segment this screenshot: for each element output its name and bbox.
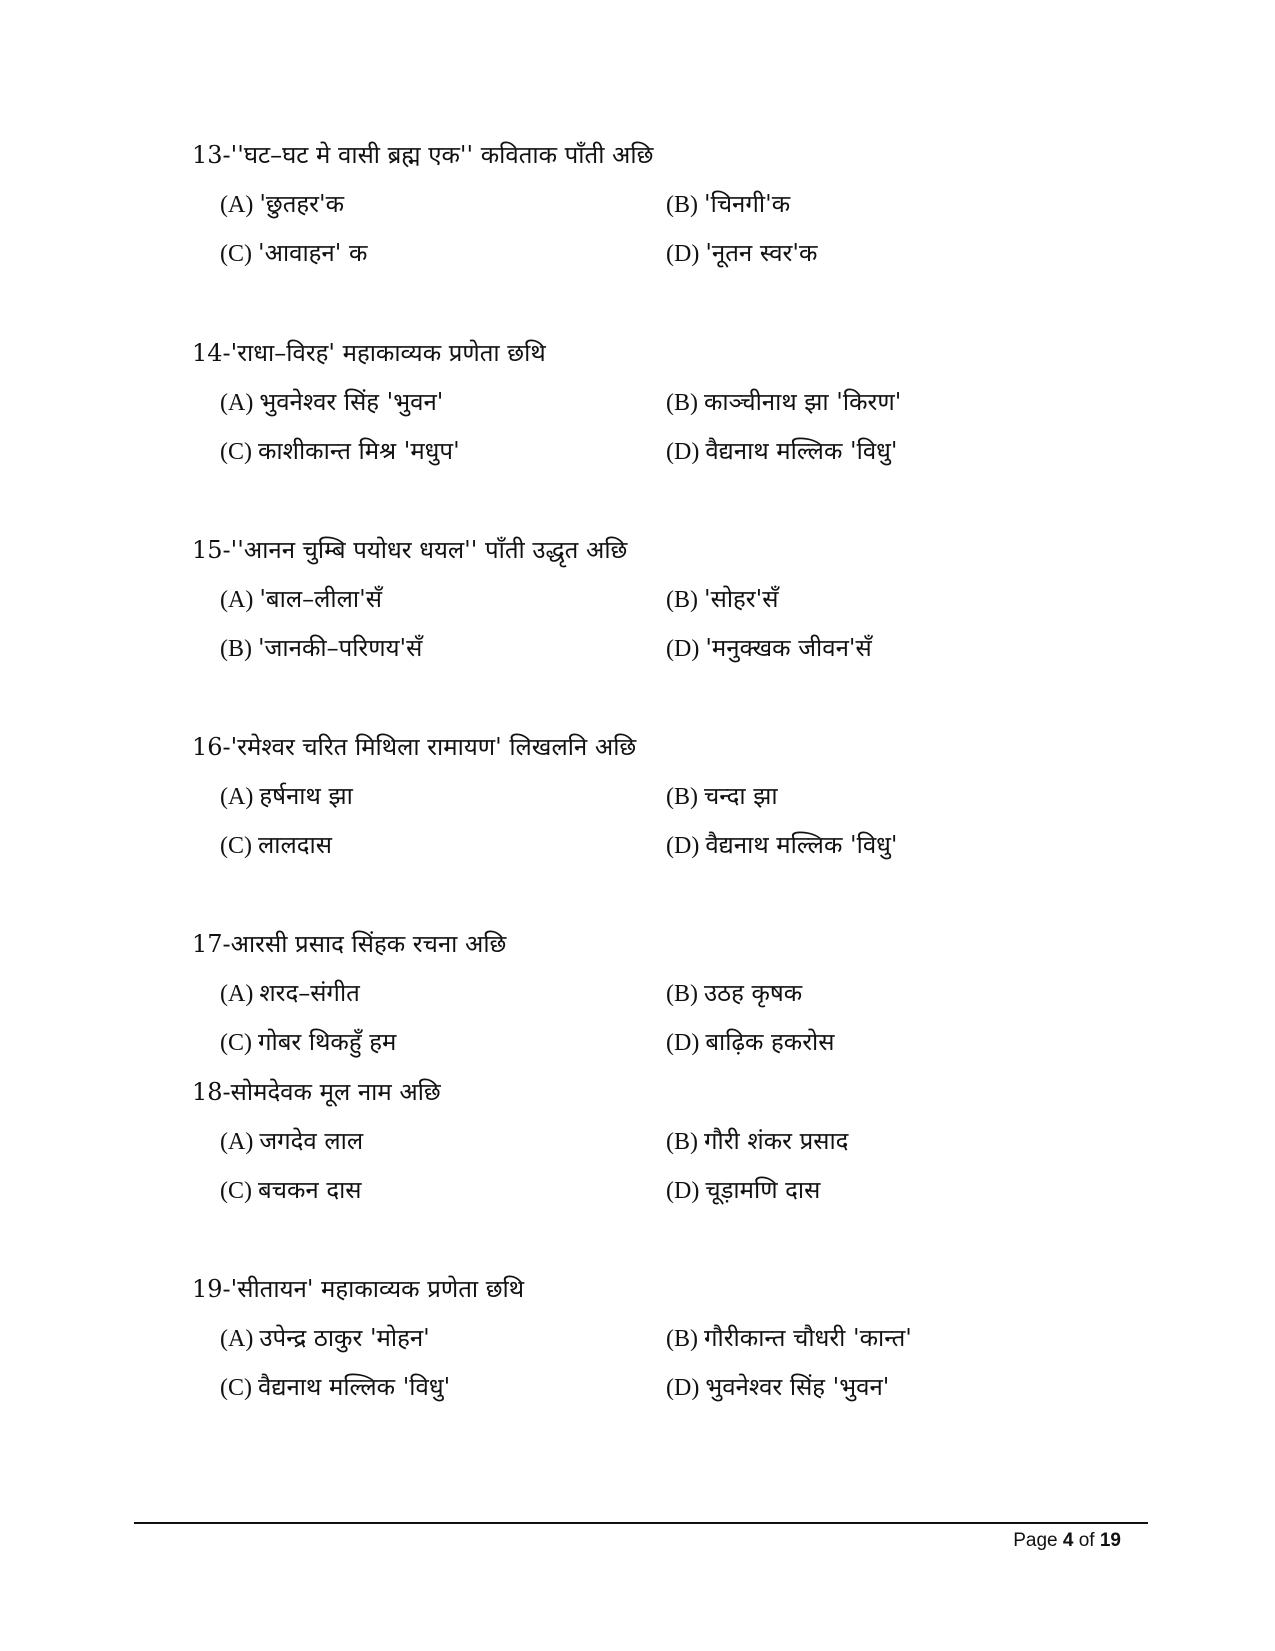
- option-c: [220, 1173, 362, 1208]
- page-number: [1013, 1527, 1121, 1555]
- option-label: (A): [220, 981, 254, 1007]
- question-text: 15-''आनन चुम्बि पयोधर धयल'' पाँती उद्धृत अछि: [192, 536, 628, 564]
- option-label: (B): [666, 390, 698, 416]
- option-label: (B): [666, 1129, 698, 1155]
- option-text: भुवनेश्वर सिंह 'भुवन': [705, 1373, 890, 1401]
- page-of: of: [1078, 1530, 1095, 1551]
- option-label: (B): [666, 587, 698, 613]
- option-c: [220, 828, 332, 863]
- option-label: (C): [220, 439, 252, 465]
- question-text: 17-आरसी प्रसाद सिंहक रचना अछि: [192, 930, 507, 958]
- option-text: गोबर थिकहुँ हम: [258, 1028, 397, 1056]
- option-a: [220, 1124, 363, 1159]
- option-text: काशीकान्त मिश्र 'मधुप': [258, 437, 460, 465]
- option-label: (D): [666, 439, 700, 465]
- option-text: उठह कृषक: [704, 979, 803, 1007]
- option-b: [666, 976, 802, 1011]
- option-text: गौरीकान्त चौधरी 'कान्त': [704, 1324, 912, 1352]
- option-label: (C): [220, 241, 252, 267]
- option-d: [666, 236, 817, 271]
- option-text: गौरी शंकर प्रसाद: [704, 1127, 849, 1155]
- total-pages: 19: [1099, 1530, 1121, 1551]
- option-text: उपेन्द्र ठाकुर 'मोहन': [259, 1324, 430, 1352]
- option-label: (D): [666, 241, 700, 267]
- option-label: (B): [666, 784, 698, 810]
- option-label: (B): [666, 1326, 698, 1352]
- option-text: 'नूतन स्वर'क: [705, 239, 818, 267]
- option-label: (A): [220, 390, 254, 416]
- option-b: [666, 1124, 848, 1159]
- option-text: चन्दा झा: [704, 782, 778, 810]
- option-c: [220, 631, 422, 666]
- option-a: [220, 582, 382, 617]
- option-b: [666, 779, 778, 814]
- option-label: (A): [220, 192, 254, 218]
- option-text: बचकन दास: [258, 1176, 362, 1204]
- option-c: [220, 434, 460, 469]
- current-page: 4: [1062, 1530, 1074, 1551]
- option-label: (D): [666, 636, 700, 662]
- option-label: (C): [220, 1178, 252, 1204]
- option-d: [666, 1025, 834, 1060]
- option-d: [666, 828, 898, 863]
- option-label: (A): [220, 1326, 254, 1352]
- option-text: शरद–संगीत: [259, 979, 360, 1007]
- option-d: [666, 1370, 889, 1405]
- option-a: [220, 1321, 430, 1356]
- option-text: 'छुतहर'क: [259, 190, 345, 218]
- option-text: 'सोहर'सँ: [704, 585, 779, 613]
- option-label: (A): [220, 1129, 254, 1155]
- option-text: चूड़ामणि दास: [705, 1176, 821, 1204]
- option-text: जगदेव लाल: [259, 1127, 364, 1155]
- footer-divider: [134, 1522, 1148, 1524]
- option-d: [666, 1173, 820, 1208]
- option-a: [220, 187, 344, 222]
- question-text: 16-'रमेश्वर चरित मिथिला रामायण' लिखलनि अछि: [192, 733, 637, 761]
- option-text: 'जानकी–परिणय'सँ: [258, 634, 423, 662]
- page-prefix: Page: [1013, 1530, 1058, 1551]
- option-text: वैद्यनाथ मल्लिक 'विधु': [705, 831, 898, 859]
- option-label: (B): [220, 636, 252, 662]
- option-c: [220, 1025, 396, 1060]
- option-text: काञ्चीनाथ झा 'किरण': [704, 388, 902, 416]
- option-text: 'आवाहन' क: [258, 239, 368, 267]
- option-label: (A): [220, 784, 254, 810]
- option-c: [220, 236, 367, 271]
- option-text: वैद्यनाथ मल्लिक 'विधु': [705, 437, 898, 465]
- option-b: [666, 187, 790, 222]
- option-label: (B): [666, 981, 698, 1007]
- option-text: 'बाल–लीला'सँ: [259, 585, 382, 613]
- option-d: [666, 631, 872, 666]
- option-text: 'मनुक्खक जीवन'सँ: [705, 634, 872, 662]
- option-label: (D): [666, 1030, 700, 1056]
- option-b: [666, 1321, 912, 1356]
- option-label: (C): [220, 1030, 252, 1056]
- option-label: (C): [220, 1375, 252, 1401]
- question-text: 18-सोमदेवक मूल नाम अछि: [192, 1078, 441, 1106]
- option-label: (A): [220, 587, 254, 613]
- option-label: (B): [666, 192, 698, 218]
- option-d: [666, 434, 898, 469]
- option-label: (D): [666, 833, 700, 859]
- option-b: [666, 385, 901, 420]
- option-b: [666, 582, 778, 617]
- question-text: 13-''घट–घट मे वासी ब्रह्म एक'' कविताक पाँती अछि: [192, 141, 654, 169]
- option-a: [220, 976, 360, 1011]
- question-text: 14-'राधा–विरह' महाकाव्यक प्रणेता छथि: [192, 339, 546, 367]
- option-label: (C): [220, 833, 252, 859]
- option-text: वैद्यनाथ मल्लिक 'विधु': [258, 1373, 451, 1401]
- option-label: (D): [666, 1375, 700, 1401]
- question-text: 19-'सीतायन' महाकाव्यक प्रणेता छथि: [192, 1275, 525, 1303]
- option-a: [220, 385, 443, 420]
- option-text: बाढ़िक हकरोस: [705, 1028, 835, 1056]
- option-text: 'चिनगी'क: [704, 190, 791, 218]
- option-a: [220, 779, 353, 814]
- option-text: लालदास: [258, 831, 332, 859]
- option-label: (D): [666, 1178, 700, 1204]
- option-text: भुवनेश्वर सिंह 'भुवन': [259, 388, 444, 416]
- option-text: हर्षनाथ झा: [259, 782, 353, 810]
- option-c: [220, 1370, 450, 1405]
